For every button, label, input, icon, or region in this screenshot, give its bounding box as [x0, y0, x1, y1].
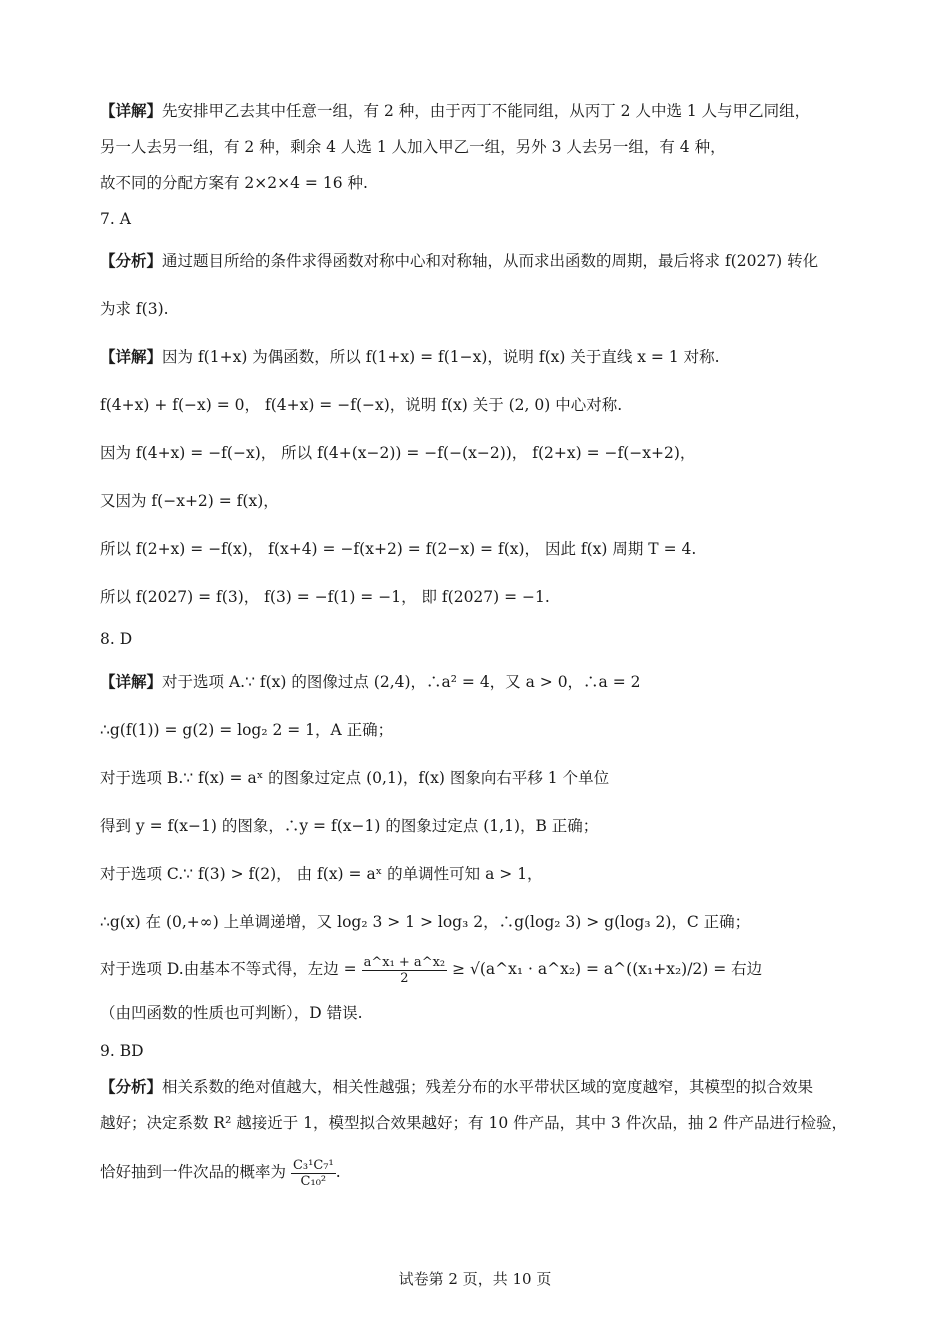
q9-fraction	[291, 1158, 336, 1189]
q9-line1: 【分析】相关系数的绝对值越大，相关性越强；残差分布的水平带状区域的宽度越窄，其模型的拟合效果	[100, 1077, 814, 1096]
q8-line7: 对于选项 D.由基本不等式得，左边 = $\frac{\text{a\textasciicircum{}x₁ + a\textasciicircum{}x₂}}{2}$ ≥ √(a^x₁ · a^x₂) = a^((x₁+x₂)/2) = 右边	[100, 954, 763, 986]
q7-detail-line3: 因为 f(4+x) = −f(−x)， 所以 f(4+(x−2)) = −f(−(x−2))， f(2+x) = −f(−x+2)，	[100, 444, 696, 462]
q6-detail-line1: 【详解】先安排甲乙去其中任意一组，有 2 种，由于丙丁不能同组，从丙丁 2 人中选 1 人与甲乙同组，	[100, 101, 811, 120]
q8-line1: 【详解】对于选项 A.∵ f(x) 的图像过点 (2,4)，∴a² = 4，又 a > 0，∴a = 2	[100, 672, 641, 691]
q8-fraction-numerator: a^x₁ + a^x₂	[363, 954, 446, 970]
q8-detail-tag: 【详解】	[100, 672, 163, 691]
q8-line8: （由凹函数的性质也可判断），D 错误.	[100, 1004, 363, 1022]
q6-detail-tag: 【详解】	[100, 101, 163, 120]
q6-detail-line3: 故不同的分配方案有 2×2×4 = 16 种.	[100, 174, 368, 192]
q7-detail-line6: 所以 f(2027) = f(3)， f(3) = −f(1) = −1， 即 f(2027) = −1.	[100, 588, 550, 606]
q6-detail-line2: 另一人去另一组，有 2 种，剩余 4 人选 1 人加入甲乙一组，另外 3 人去另一组，有 4 种，	[100, 138, 726, 156]
q7-heading: 7. A	[100, 210, 131, 228]
q9-heading: 9. BD	[100, 1042, 144, 1060]
q8-line4: 得到 y = f(x−1) 的图象，∴y = f(x−1) 的图象过定点 (1,1)，B 正确；	[100, 817, 599, 835]
q9-analysis-tag: 【分析】	[100, 1077, 163, 1096]
q7-analysis-line2: 为求 f(3).	[100, 300, 169, 318]
q8-line5: 对于选项 C.∵ f(3) > f(2)， 由 f(x) = aˣ 的单调性可知 a > 1，	[100, 865, 543, 883]
q9-line2: 越好；决定系数 R² 越接近于 1，模型拟合效果越好；有 10 件产品，其中 3 件次品，抽 2 件产品进行检验，	[100, 1114, 848, 1132]
q7-detail-tag: 【详解】	[100, 347, 163, 366]
q8-line3: 对于选项 B.∵ f(x) = aˣ 的图象过定点 (0,1)，f(x) 图象向右平移 1 个单位	[100, 769, 610, 787]
q7-analysis-tag: 【分析】	[100, 251, 163, 270]
q9-line3: 恰好抽到一件次品的概率为 $\frac{\text{C₃¹C₇¹}}{\text{C₁₀²}}$ .	[100, 1157, 341, 1189]
q7-analysis-line1: 【分析】通过题目所给的条件求得函数对称中心和对称轴，从而求出函数的周期，最后将求 f(2027) 转化	[100, 251, 819, 270]
q8-heading: 8. D	[100, 630, 133, 648]
q7-detail-line5: 所以 f(2+x) = −f(x)， f(x+4) = −f(x+2) = f(2−x) = f(x)， 因此 f(x) 周期 T = 4.	[100, 540, 697, 558]
q8-line6: ∴g(x) 在 (0,+∞) 上单调递增，又 log₂ 3 > 1 > log₃ 2，∴g(log₂ 3) > g(log₃ 2)，C 正确；	[100, 913, 751, 931]
q7-detail-line2: f(4+x) + f(−x) = 0， f(4+x) = −f(−x)，说明 f(x) 关于 (2, 0) 中心对称.	[100, 396, 623, 414]
q9-fraction-numerator: C₃¹C₇¹	[292, 1157, 334, 1173]
q9-fraction-denominator: C₁₀²	[300, 1173, 327, 1189]
q8-line2: ∴g(f(1)) = g(2) = log₂ 2 = 1，A 正确；	[100, 721, 394, 739]
page-footer: 试卷第 2 页，共 10 页	[398, 1270, 552, 1288]
q7-detail-line4: 又因为 f(−x+2) = f(x)，	[100, 492, 279, 510]
q7-detail-line1: 【详解】因为 f(1+x) 为偶函数，所以 f(1+x) = f(1−x)，说明 f(x) 关于直线 x = 1 对称.	[100, 347, 720, 366]
q8-fraction	[362, 955, 448, 986]
q8-fraction-denominator: 2	[400, 970, 409, 986]
